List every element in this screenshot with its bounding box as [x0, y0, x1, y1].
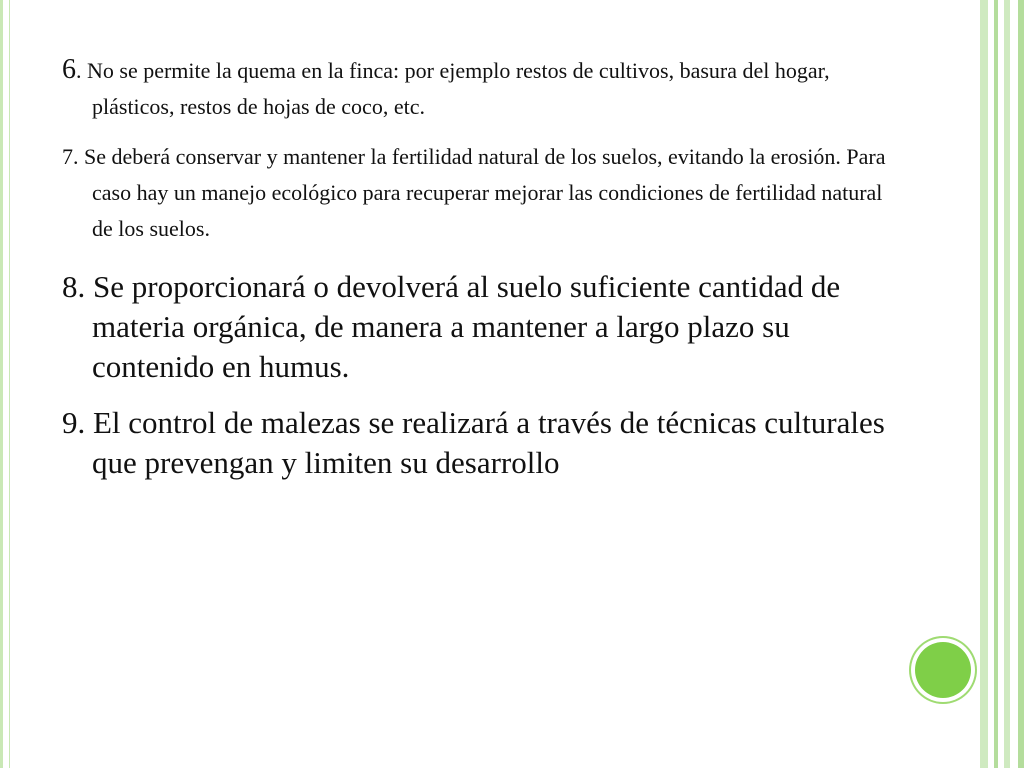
item-number: 7	[62, 144, 73, 169]
item-number: 6	[62, 54, 76, 85]
stripe	[980, 0, 988, 768]
right-stripe-decoration	[976, 0, 1024, 768]
list-item-6	[62, 52, 902, 125]
stripe	[1004, 0, 1010, 768]
slide-body	[62, 52, 902, 483]
item-number: 8	[62, 269, 78, 304]
stripe	[994, 0, 998, 768]
stripe	[1018, 0, 1024, 768]
item-text: . No se permite la quema en la finca: por ejemplo restos de cultivos, basura del hogar, plásticos, restos de hojas de coco, etc.	[76, 58, 830, 119]
left-border-decoration	[0, 0, 10, 768]
item-text: . Se deberá conservar y mantener la fertilidad natural de los suelos, evitando la erosión. Para caso hay un manejo ecológico para recuperar mejorar las condiciones de fertilidad natural de los suelos.	[73, 144, 886, 241]
item-text: . Se proporcionará o devolverá al suelo suficiente cantidad de materia orgánica, de manera a mantener a largo plazo su contenido en humus.	[77, 269, 841, 384]
list-item-8	[62, 267, 902, 387]
list-item-9	[62, 403, 902, 483]
item-text: . El control de malezas se realizará a través de técnicas culturales que prevengan y limiten su desarrollo	[77, 405, 885, 480]
list-item-7	[62, 139, 902, 247]
item-number: 9	[62, 405, 78, 440]
green-circle-decoration	[911, 638, 975, 702]
